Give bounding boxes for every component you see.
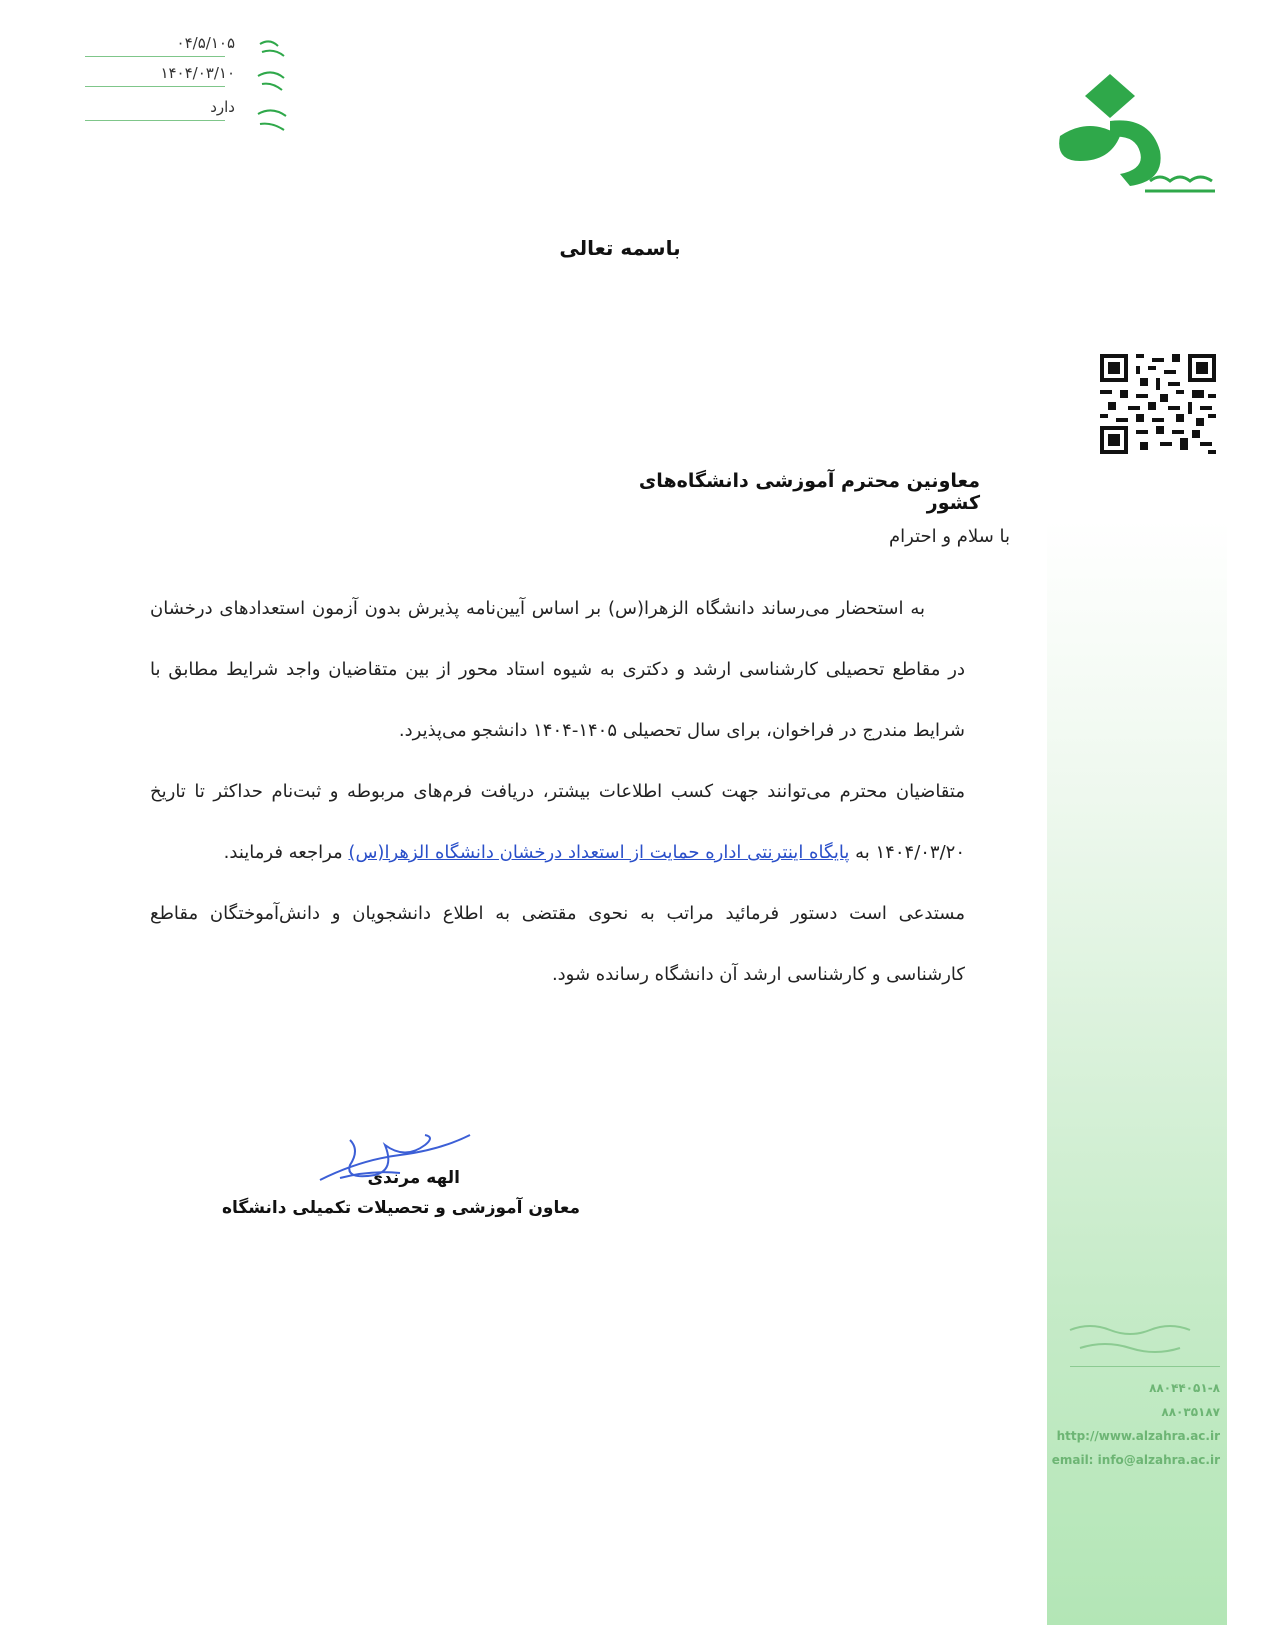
meta-labels-calligraphy-icon <box>250 36 300 136</box>
meta-divider <box>85 86 225 87</box>
contact-calligraphy-icon <box>1050 1320 1220 1360</box>
letterhead-contact <box>1050 1320 1220 1620</box>
letter-body <box>150 578 965 1005</box>
letter-date: ۱۴۰۴/۰۳/۱۰ <box>160 64 235 82</box>
email-address[interactable]: email: info@alzahra.ac.ir <box>1051 1453 1220 1467</box>
paragraph-2-end: مراجعه فرمایند. <box>223 842 349 863</box>
signatory-title: معاون آموزشی و تحصیلات تکمیلی دانشگاه <box>221 1198 580 1218</box>
contact-divider <box>1070 1366 1220 1367</box>
paragraph-1: به استحضار می‌رساند دانشگاه الزهرا(س) بر اساس آیین‌نامه پذیرش بدون آزمون استعدادهای درخشان در مقاطع تحصیلی کارشناسی ارشد و دکتری به شیوه استاد محور از بین متقاضیان واجد شرایط مطابق با شرایط مندرج در فراخوان، برای سال تحصیلی ۱۴۰۵-۱۴۰۴ دانشجو می‌پذیرد. <box>150 598 965 741</box>
university-logo-icon <box>1040 66 1230 216</box>
meta-divider <box>85 120 225 121</box>
meta-divider <box>85 56 225 57</box>
addressee: معاونین محترم آموزشی دانشگاه‌های کشور <box>638 470 980 514</box>
signatory-name: الهه مرندی <box>367 1168 460 1188</box>
phone-number: ۸۸۰۴۴۰۵۱-۸ <box>1149 1381 1220 1395</box>
qr-code-icon <box>1100 354 1216 454</box>
paragraph-2 <box>150 761 965 883</box>
talent-office-link[interactable]: پایگاه اینترنتی اداره حمایت از استعداد درخشان دانشگاه الزهرا(س) <box>348 842 850 863</box>
basmala-heading: باسمه تعالی <box>559 236 681 260</box>
paragraph-2-text: متقاضیان محترم می‌توانند جهت کسب اطلاعات بیشتر، دریافت فرم‌های مربوطه و ثبت‌نام حداکثر تا تاریخ ۱۴۰۴/۰۳/۲۰ به <box>150 781 965 863</box>
letter-attachment: دارد <box>210 98 235 116</box>
website-url[interactable]: http://www.alzahra.ac.ir <box>1056 1429 1220 1443</box>
paragraph-3: مستدعی است دستور فرمائید مراتب به نحوی مقتضی به اطلاع دانشجویان و دانش‌آموختگان مقاطع کارشناسی و کارشناسی ارشد آن دانشگاه رسانده شود. <box>150 903 965 985</box>
letter-number: ۰۴/۵/۱۰۵ <box>176 34 235 52</box>
greeting: با سلام و احترام <box>889 526 1010 547</box>
fax-number: ۸۸۰۳۵۱۸۷ <box>1161 1405 1220 1419</box>
handwritten-signature-icon <box>310 1120 490 1200</box>
